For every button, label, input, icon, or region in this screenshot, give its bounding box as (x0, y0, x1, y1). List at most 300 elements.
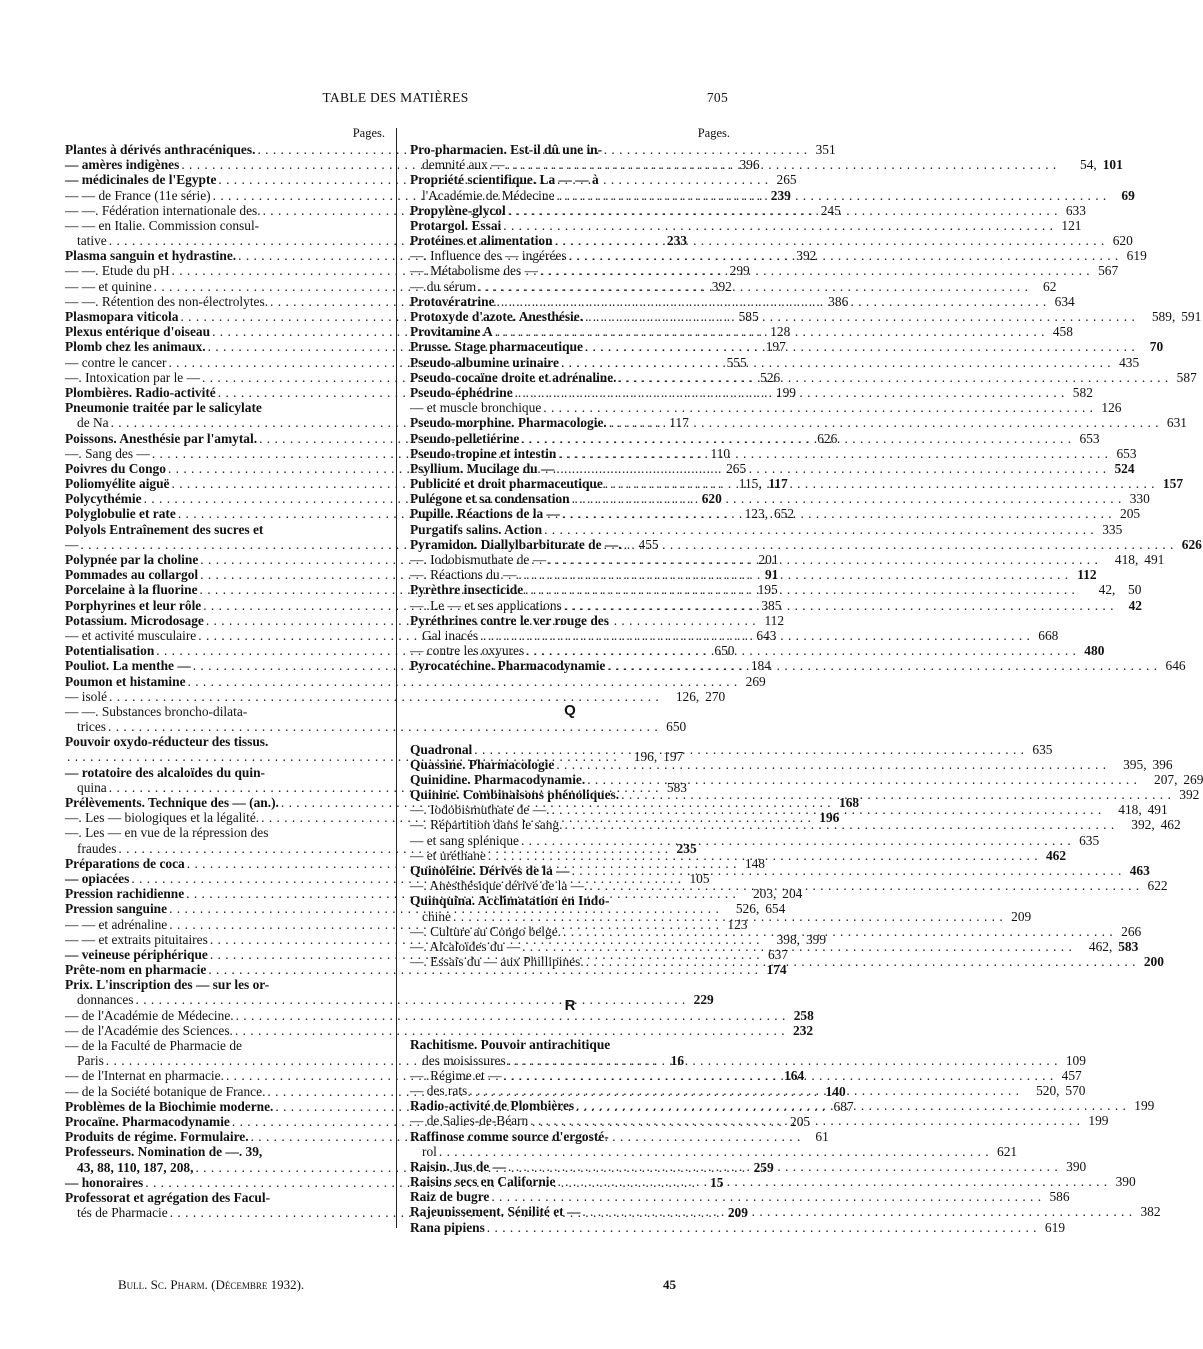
entry-page: 583 (666, 779, 687, 795)
entry-page: 524 (1114, 460, 1135, 476)
entry-page: 653 (1116, 445, 1137, 461)
entry-text: Quinine. Combinaisons phénoliques. (410, 787, 620, 803)
dot-leader (508, 1159, 1058, 1174)
dot-leader (530, 1113, 1080, 1128)
entry-page-secondary: 196, (633, 749, 658, 765)
spacer (410, 969, 730, 995)
index-entry (410, 1189, 1070, 1205)
section-letter: R (564, 997, 576, 1015)
entry-text: —. Culture au Congo belge. (410, 923, 561, 939)
entry-page: 105 (689, 870, 710, 886)
entry-text: — (65, 536, 79, 552)
entry-text: Pupille. Réactions de la — (410, 506, 560, 522)
entry-page: 626 (817, 430, 838, 446)
entry-text: Propylène-glycol (410, 202, 506, 218)
dot-leader (609, 415, 1159, 430)
entry-text: l'Académie de Médecine (422, 187, 555, 203)
entry-text: — — et adrénaline (65, 916, 168, 932)
dot-leader (469, 1083, 1019, 1098)
entry-text: Polycythémie (65, 491, 142, 507)
entry-page: 109 (1065, 1052, 1086, 1068)
dot-leader (503, 218, 1053, 233)
entry-page: 123 (727, 916, 748, 932)
dot-leader (491, 1189, 1041, 1204)
index-entry (65, 673, 766, 689)
dot-leader (563, 924, 1113, 939)
index-entry (410, 1219, 1066, 1235)
entry-page-secondary: 526, (735, 901, 760, 917)
entry-page: 174 (766, 962, 787, 978)
entry-text: Préparations de coca (65, 855, 185, 871)
entry-text: Protéines et alimentation (410, 233, 553, 249)
entry-page: 457 (1061, 1067, 1082, 1083)
entry-page: 643 (756, 627, 777, 643)
dot-leader (558, 446, 1108, 461)
entry-text: —. Régime et — (410, 1067, 502, 1083)
index-entry (410, 771, 1203, 787)
entry-page: 622 (1147, 878, 1168, 894)
dot-leader (518, 567, 1068, 582)
entry-page: 258 (793, 1007, 814, 1023)
entry-page: 168 (839, 795, 860, 811)
entry-text: — — de France (11e série) (65, 187, 211, 203)
entry-text: — —. Fédération internationale des. (65, 202, 261, 218)
entry-page: 128 (770, 324, 791, 340)
index-entry-line: Prix. L'inscription des — sur les or- (65, 977, 270, 993)
dot-leader (543, 400, 1093, 415)
entry-page-secondary: 392, (1131, 817, 1155, 833)
index-entry (410, 536, 1202, 552)
index-entry (65, 1022, 814, 1038)
entry-text: Raiz de bugre (410, 1189, 490, 1205)
entry-page: 390 (1066, 1158, 1087, 1174)
entry-page: 351 (815, 141, 836, 157)
entry-page: 196 (819, 810, 840, 826)
entry-page: 626 (1181, 536, 1202, 552)
dot-leader (564, 598, 1114, 613)
entry-page: 112 (764, 612, 785, 628)
entry-page-secondary: 418, (1114, 552, 1139, 568)
index-entry (410, 445, 1137, 461)
entry-page: 269 (745, 673, 766, 689)
entry-text: —. Iodobismuthate de — (410, 552, 547, 568)
entry-text: — veineuse périphérique (65, 946, 208, 962)
dot-leader (585, 339, 1135, 354)
index-entry (65, 719, 687, 735)
dot-leader (607, 658, 1157, 673)
entry-page: 396 (1152, 756, 1173, 772)
dot-leader (487, 1220, 1037, 1235)
entry-page: 205 (790, 1113, 811, 1129)
entry-page: 390 (1115, 1174, 1136, 1190)
dot-leader (507, 157, 1057, 172)
dot-leader (587, 772, 1137, 787)
index-entry-line: Polyols Entraînement des sucres et (65, 521, 264, 537)
entry-text: — du sérum (410, 278, 477, 294)
entry-page: 652 (773, 506, 795, 522)
entry-page: 392 (711, 278, 732, 294)
dot-leader (439, 1144, 989, 1159)
dot-leader (508, 203, 1058, 218)
entry-page: 148 (744, 855, 765, 871)
index-entry (65, 688, 726, 704)
dot-leader (589, 878, 1139, 893)
entry-text: Pression sanguine (65, 901, 168, 917)
entry-text: Poivres du Congo (65, 460, 166, 476)
entry-page: 526 (760, 369, 781, 385)
entry-page: 199 (775, 384, 796, 400)
index-entry (410, 521, 1123, 537)
entry-page: 491 (1147, 802, 1168, 818)
index-entry-line: Professeurs. Nomination de —. 39, (65, 1144, 263, 1160)
entry-text: — contre les oxyures (410, 643, 525, 659)
dot-leader (576, 1098, 1126, 1113)
entry-text: — de Salies-de-Béarn (410, 1113, 529, 1129)
entry-text: Protargol. Essai (410, 217, 502, 233)
index-entry (410, 1174, 1136, 1190)
entry-page: 195 (757, 582, 778, 598)
entry-text: tative (77, 233, 107, 249)
dot-leader (557, 188, 1107, 203)
index-entry (65, 992, 714, 1008)
entry-page: 265 (776, 172, 797, 188)
entry-page: 455 (638, 536, 659, 552)
index-entry (410, 756, 1173, 772)
index-entry-line: Pro-pharmacien. Est-il dû une in- (410, 142, 603, 157)
pages-label-right: Pages. (697, 126, 730, 140)
entry-page: 269 (1183, 771, 1203, 787)
entry-text: — contre le cancer (65, 354, 167, 370)
entry-text: — et muscle bronchique (410, 400, 542, 416)
entry-page: 654 (765, 901, 786, 917)
entry-text: — —. Rétention des non-électrolytes. (65, 293, 269, 309)
entry-text: Quinidine. Pharmacodynamie. (410, 771, 586, 787)
entry-text: Pseudo-éphédrine (410, 384, 513, 400)
entry-text: — — et quinine (65, 278, 152, 294)
entry-text: —. Métabolisme des — (410, 263, 538, 279)
dot-leader (522, 939, 1072, 954)
index-entry (65, 1007, 814, 1023)
dot-leader (488, 848, 1038, 863)
entry-page: 91 (764, 567, 779, 583)
entry-text: Protoxyde d'azote. Anesthésie. (410, 309, 584, 325)
index-entry (410, 643, 1105, 659)
entry-text: Pseudo-cocaïne droite et adrénaline. (410, 369, 617, 385)
spacer (410, 722, 730, 742)
entry-text: Porcelaine à la fluorine (65, 582, 198, 598)
entry-text: des moisissures (422, 1052, 506, 1068)
entry-page: 621 (997, 1143, 1018, 1159)
entry-text: Produits de régime. Formulaire. (65, 1129, 249, 1145)
entry-page: 199 (1088, 1113, 1109, 1129)
entry-page: 110 (710, 445, 731, 461)
entry-text: Prélèvements. Technique des — (an.). (65, 795, 279, 811)
entry-page: 435 (1119, 354, 1140, 370)
index-entry-line: — — en Italie. Commission consul- (65, 217, 260, 233)
entry-page-secondary: 520, (1036, 1082, 1060, 1098)
entry-text: — honoraires (65, 1174, 144, 1190)
index-entry (410, 832, 1100, 848)
entry-page: 583 (1118, 938, 1139, 954)
entry-page-secondary: 115, (738, 476, 762, 492)
entry-text: Quadronal (410, 741, 473, 757)
entry-text: rol (422, 1143, 437, 1159)
entry-page: 582 (1072, 384, 1093, 400)
entry-page: 270 (705, 688, 726, 704)
entry-text: — et activité musculaire (65, 627, 197, 643)
section-letter: Q (564, 701, 576, 719)
entry-text: Rajeunissement. Sénilité et — (410, 1204, 581, 1220)
spacer (410, 1017, 730, 1037)
entry-page-secondary: 589, (1151, 309, 1176, 325)
dot-leader (480, 628, 1030, 643)
entry-page: 335 (1102, 521, 1123, 537)
index-entry (410, 415, 1187, 431)
dot-leader (619, 370, 1169, 385)
entry-page: 201 (758, 552, 779, 568)
entry-text: Prusse. Stage pharmaceutique (410, 339, 583, 355)
entry-text: 43, 88, 110, 187, 208, (77, 1159, 194, 1175)
entry-page-secondary: 203, (752, 886, 777, 902)
entry-page: 396 (739, 157, 760, 173)
entry-text: — et sang splénique (410, 832, 519, 848)
entry-page: 101 (1102, 157, 1123, 173)
entry-page: 653 (1079, 430, 1100, 446)
entry-text: —. Alcaloïdes du — (410, 938, 521, 954)
entry-page: 619 (1126, 248, 1147, 264)
dot-leader (544, 522, 1094, 537)
entry-text: Pouliot. La menthe — (65, 658, 191, 674)
entry-page: 586 (1049, 1189, 1070, 1205)
entry-page: 299 (729, 263, 750, 279)
entry-page: 140 (825, 1083, 846, 1099)
entry-page: 650 (666, 719, 687, 735)
entry-text: Raisins secs en Californie (410, 1174, 556, 1190)
index-entry (410, 217, 1082, 233)
entry-page: 567 (1098, 263, 1119, 279)
index-entry-line: Quinquina. Acclimatation en Indo- (410, 893, 610, 909)
column-divider (396, 128, 397, 1228)
entry-page: 631 (1166, 415, 1187, 431)
entry-text: Pyramidon. Diallylbarbiturate de —. (410, 536, 622, 552)
entry-page: 112 (1077, 567, 1097, 583)
index-entry-line: — de la Faculté de Pharmacie de (65, 1038, 242, 1054)
entry-page: 587 (1176, 369, 1197, 385)
entry-page: 591 (1181, 309, 1202, 325)
entry-page: 635 (1079, 832, 1100, 848)
entry-text: Plexus entérique d'oiseau (65, 324, 211, 340)
entry-text: Pommades au collargol (65, 567, 199, 583)
entry-text: Porphyrines et leur rôle (65, 597, 202, 613)
entry-page-secondary: 42, (1098, 582, 1116, 598)
entry-page: 70 (1149, 339, 1164, 355)
entry-page: 259 (753, 1159, 774, 1175)
entry-page: 633 (1065, 202, 1086, 218)
entry-page: 197 (663, 749, 684, 765)
entry-text: demnité aux — (422, 157, 505, 173)
entry-page: 232 (793, 1022, 814, 1038)
entry-page: 233 (666, 233, 687, 249)
index-entry-line: Raffinose comme source d'ergosté- (410, 1128, 609, 1144)
entry-text: quina (77, 779, 107, 795)
dot-leader (624, 537, 1174, 552)
entry-page: 239 (770, 187, 791, 203)
entry-page: 462 (1160, 817, 1181, 833)
entry-page: 619 (1044, 1219, 1066, 1235)
entry-page-secondary: 462, (1088, 938, 1113, 954)
entry-page: 50 (1128, 582, 1142, 598)
entry-text: Pseudo-albumine urinaire (410, 354, 559, 370)
entry-text: —. Intoxication par le — (65, 369, 200, 385)
entry-text: Pseudo-morphine. Pharmacologie. (410, 415, 607, 431)
index-entry-line: Pyréthrines contre le ver rouge des (410, 612, 609, 628)
entry-text: —. Iodobismuthate de —. (410, 802, 550, 818)
entry-page: 392 (1179, 787, 1200, 803)
entry-page: 480 (1084, 643, 1105, 659)
page-header (63, 90, 728, 110)
entry-text: Provitamine A (410, 324, 493, 340)
index-entry-line: Professorat et agrégation des Facul- (65, 1189, 271, 1205)
entry-text: — de l'Académie de Médecine. (65, 1007, 234, 1023)
dot-leader (515, 385, 1065, 400)
entry-text: Pulégone et sa condensation (410, 491, 570, 507)
entry-text: —. Les — biologiques et la légalité. (65, 810, 260, 826)
entry-text: —. Le — et ses applications (410, 597, 562, 613)
entry-page: 245 (820, 202, 841, 218)
dot-leader (497, 294, 1047, 309)
entry-text: Rana pipiens (410, 1219, 485, 1235)
entry-page: 462 (1045, 847, 1067, 863)
entry-text: — — et extraits pituitaires (65, 931, 208, 947)
dot-leader (495, 324, 1045, 339)
entry-text: Potassium. Microdosage (65, 612, 204, 628)
index-entry-line: — —. Substances broncho-dilata- (65, 703, 248, 719)
entry-text: Radio-activité de Plombières (410, 1098, 575, 1114)
entry-text: Purgatifs salins. Action (410, 521, 543, 537)
entry-page: 209 (1011, 908, 1032, 924)
entry-text: Pseudo-tropine et intestin (410, 445, 557, 461)
entry-text: tés de Pharmacie (77, 1205, 168, 1221)
entry-page: 61 (815, 1129, 829, 1145)
entry-page: 204 (782, 886, 803, 902)
entry-text: — de l'Internat en pharmacie. (65, 1068, 224, 1084)
index-entry (410, 741, 1053, 757)
running-title: TABLE DES MATIÈRES (322, 90, 469, 105)
entry-page: 555 (726, 354, 747, 370)
entry-page: 635 (1032, 741, 1053, 757)
dot-leader (540, 263, 1090, 278)
entry-page: 399 (805, 931, 827, 947)
dot-leader (548, 552, 1098, 567)
entry-page: 229 (693, 992, 714, 1008)
entry-page: 382 (1140, 1204, 1161, 1220)
index-entry-line: Pneumonie traitée par le salicylate (65, 400, 262, 416)
dot-leader (582, 1204, 1132, 1219)
entry-page-secondary: 398, (776, 931, 801, 947)
entry-page: 200 (1143, 954, 1164, 970)
index-entry (410, 491, 1150, 507)
entry-text: — —. Etude du pH (65, 263, 170, 279)
entry-text: Potentialisation (65, 643, 155, 659)
entry-page: 16 (670, 1053, 685, 1069)
entry-page: 620 (701, 491, 722, 507)
pages-label-left: Pages. (352, 126, 385, 140)
dot-leader (556, 757, 1106, 772)
entry-page: 585 (738, 309, 759, 325)
entry-page: 620 (1112, 233, 1133, 249)
entry-page: 266 (1121, 923, 1142, 939)
page-number: 705 (706, 90, 728, 105)
entry-page-secondary: 207, (1154, 771, 1178, 787)
entry-page: 69 (1121, 187, 1135, 203)
entry-page: 235 (676, 840, 697, 856)
entry-text: Plasmopara viticola (65, 309, 179, 325)
entry-text: Procaïne. Pharmacodynamie (65, 1113, 230, 1129)
dot-leader (551, 802, 1101, 817)
entry-text: trices (77, 719, 106, 735)
entry-text: Quinoléine. Dérivés de la — (410, 863, 570, 879)
entry-text: de Na (77, 415, 109, 431)
entry-page-secondary: 54, (1080, 157, 1097, 173)
entry-page: 463 (1129, 863, 1150, 879)
entry-page: 117 (768, 476, 788, 492)
dot-leader (572, 863, 1122, 878)
entry-text: Paris (77, 1053, 104, 1069)
index-entry (410, 1052, 1086, 1068)
dot-leader (621, 787, 1171, 802)
entry-text: fraudes (77, 840, 117, 856)
dot-leader (586, 954, 1136, 969)
entry-text: chine (422, 908, 451, 924)
entry-text: — médicinales de l'Egypte (65, 172, 217, 188)
entry-page: 570 (1065, 1082, 1086, 1098)
entry-text: —. Influence des — ingérées (410, 248, 567, 264)
entry-page: 199 (1134, 1098, 1155, 1114)
dot-leader (453, 909, 1003, 924)
entry-page: 62 (1043, 278, 1057, 294)
dot-leader (478, 279, 1028, 294)
entry-page: 15 (710, 1174, 724, 1190)
dot-leader (521, 833, 1071, 848)
entry-page: 265 (726, 460, 747, 476)
entry-text: Pyrocatéchine. Pharmacodynamie (410, 658, 606, 674)
entry-page-secondary: 126, (675, 688, 700, 704)
dot-leader (569, 248, 1119, 263)
index-entry (410, 233, 1133, 249)
entry-page: 209 (727, 1205, 748, 1221)
dot-leader (521, 431, 1071, 446)
entry-text: Plantes à dérivés anthracéniques. (65, 141, 256, 157)
entry-text: Psyllium. Mucilage du — (410, 460, 555, 476)
entry-text: — des rats (410, 1082, 468, 1098)
entry-text: —. Répartition dans le sang. (410, 817, 563, 833)
entry-text: Gal inacés (422, 627, 479, 643)
index-entry (410, 278, 1057, 294)
dot-leader (561, 355, 1111, 370)
entry-page: 184 (750, 658, 771, 674)
entry-page: 385 (761, 597, 782, 613)
entry-text: — et uréthane (410, 847, 486, 863)
entry-page: 205 (1120, 506, 1141, 522)
entry-text: Poissons. Anesthésie par l'amytal. (65, 430, 258, 446)
entry-text: Pseudo-pelletiérine (410, 430, 520, 446)
dot-leader (564, 817, 1114, 832)
dot-leader (474, 742, 1024, 757)
dot-leader (556, 461, 1106, 476)
entry-page: 687 (833, 1098, 854, 1114)
entry-text: Raisin. Jus de — (410, 1158, 506, 1174)
index-entry-line: Propriété scientifique. La — — à (410, 172, 599, 188)
